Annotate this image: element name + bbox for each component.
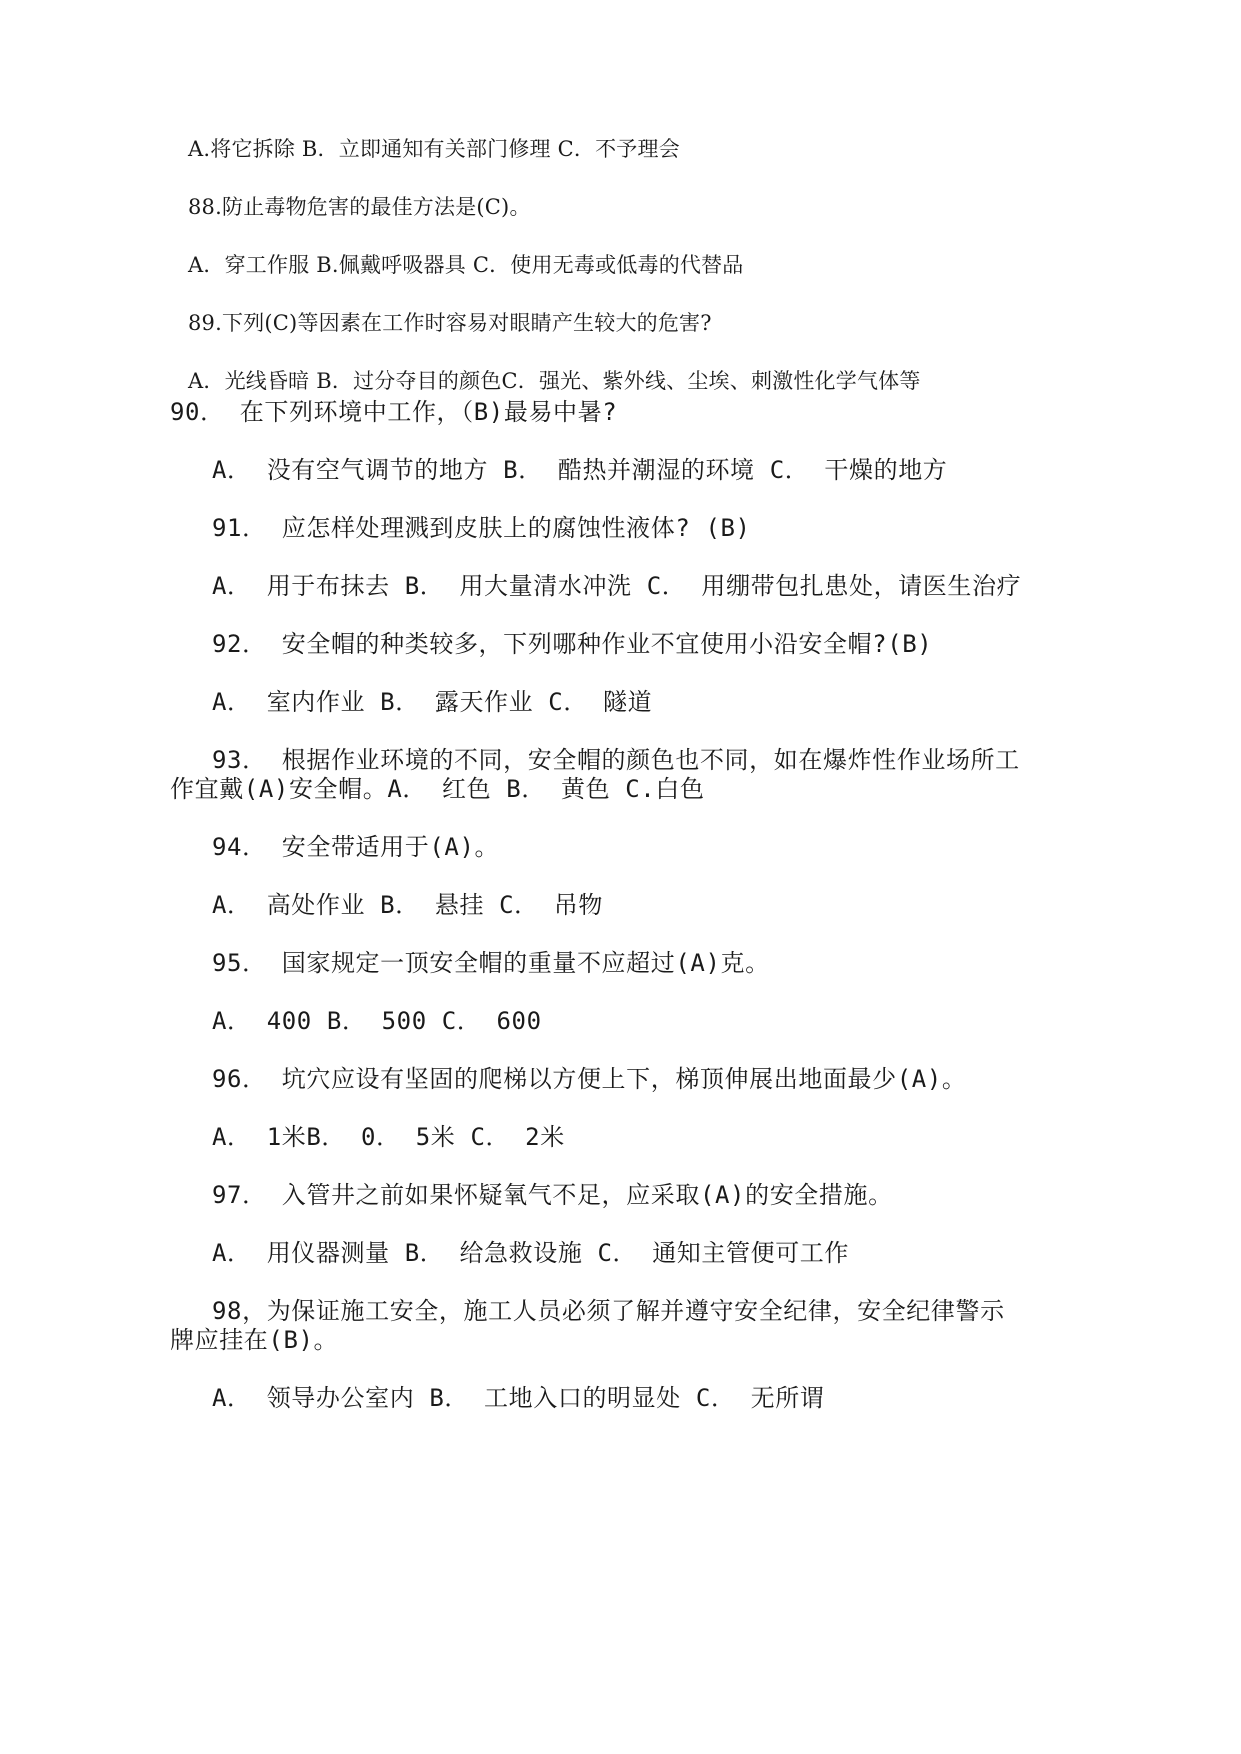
question-98-line-1: 98，为保证施工安全，施工人员必须了解并遵守安全纪律，安全纪律警示 bbox=[212, 1297, 1005, 1325]
answer-options-91: A． 用于布抹去 B． 用大量清水冲洗 C． 用绷带包扎患处，请医生治疗 bbox=[212, 572, 1022, 600]
answer-options-89: A．光线昏暗 B．过分夺目的颜色C．强光、紫外线、尘埃、刺激性化学气体等 bbox=[188, 369, 921, 393]
question-96: 96． 坑穴应设有坚固的爬梯以方便上下，梯顶伸展出地面最少(A)。 bbox=[212, 1065, 967, 1093]
answer-options-87: A.将它拆除 B．立即通知有关部门修理 C．不予理会 bbox=[188, 137, 680, 161]
question-90: 90． 在下列环境中工作，（B)最易中暑? bbox=[170, 398, 618, 426]
answer-options-95: A． 400 B． 500 C． 600 bbox=[212, 1007, 542, 1035]
answer-options-97: A． 用仪器测量 B． 给急救设施 C． 通知主管便可工作 bbox=[212, 1239, 849, 1267]
question-91: 91． 应怎样处理溅到皮肤上的腐蚀性液体? (B) bbox=[212, 514, 751, 542]
question-93-line-2: 作宜戴(A)安全帽。A． 红色 B． 黄色 C.白色 bbox=[170, 775, 705, 803]
question-98-line-2: 牌应挂在(B)。 bbox=[170, 1326, 339, 1354]
answer-options-90: A． 没有空气调节的地方 B． 酷热并潮湿的环境 C． 干燥的地方 bbox=[212, 456, 948, 484]
question-94: 94． 安全带适用于(A)。 bbox=[212, 833, 500, 861]
question-92: 92． 安全帽的种类较多，下列哪种作业不宜使用小沿安全帽?(B) bbox=[212, 630, 933, 658]
question-89: 89.下列(C)等因素在工作时容易对眼睛产生较大的危害? bbox=[188, 311, 712, 335]
question-97: 97． 入管井之前如果怀疑氧气不足，应采取(A)的安全措施。 bbox=[212, 1181, 893, 1209]
answer-options-88: A．穿工作服 B.佩戴呼吸器具 C．使用无毒或低毒的代替品 bbox=[188, 253, 744, 277]
question-95: 95． 国家规定一顶安全帽的重量不应超过(A)克。 bbox=[212, 949, 770, 977]
answer-options-96: A． 1米B． 0． 5米 C． 2米 bbox=[212, 1123, 565, 1151]
question-93-line-1: 93． 根据作业环境的不同，安全帽的颜色也不同，如在爆炸性作业场所工 bbox=[212, 746, 1020, 774]
question-88: 88.防止毒物危害的最佳方法是(C)。 bbox=[188, 195, 531, 219]
answer-options-94: A． 高处作业 B． 悬挂 C． 吊物 bbox=[212, 891, 603, 919]
answer-options-98: A． 领导办公室内 B． 工地入口的明显处 C． 无所谓 bbox=[212, 1384, 825, 1412]
answer-options-92: A． 室内作业 B． 露天作业 C． 隧道 bbox=[212, 688, 653, 716]
